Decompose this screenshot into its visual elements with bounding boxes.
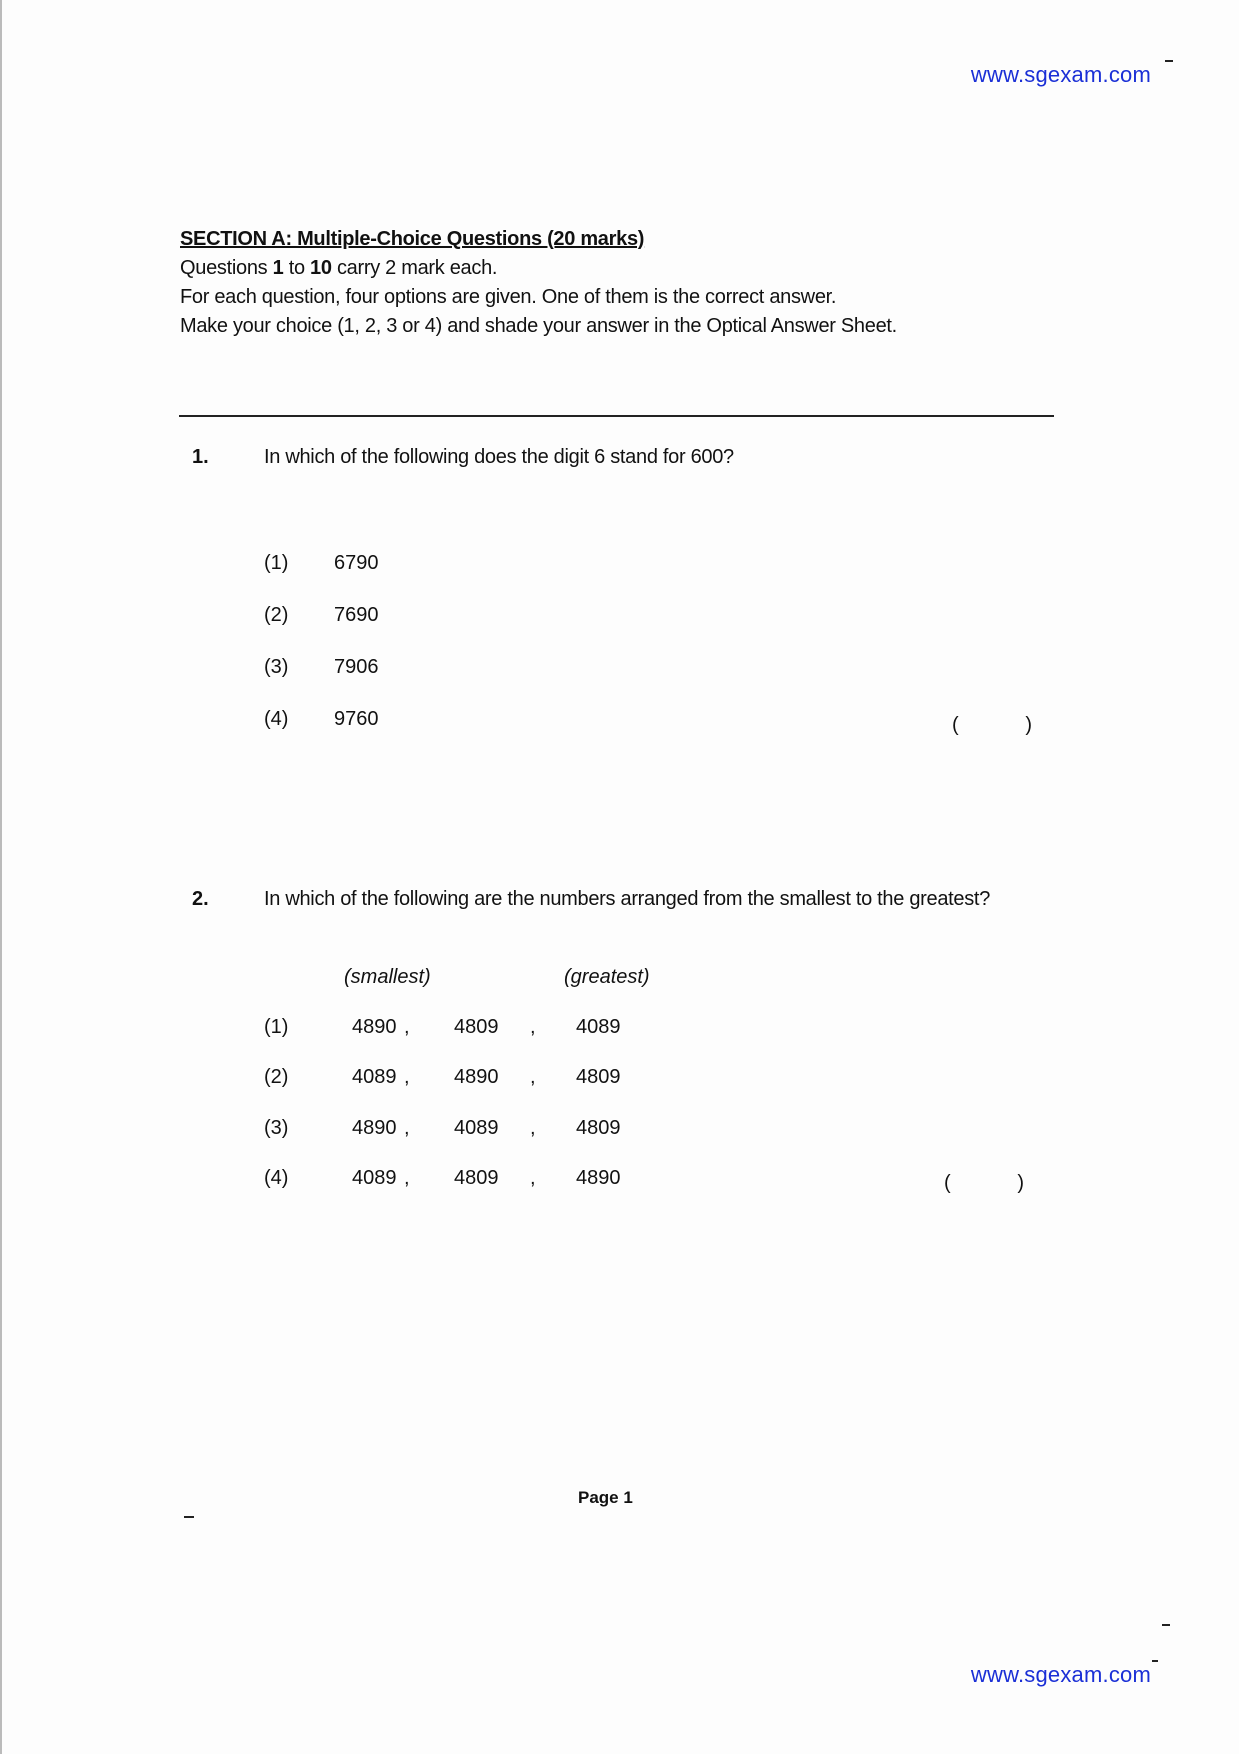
section-instructions (180, 225, 1080, 341)
q2-option-1-third: 4089 (576, 1016, 621, 1038)
instruction-line-3: Make your choice (1, 2, 3 or 4) and shade your answer in the Optical Answer Sheet. (180, 315, 897, 337)
q2-option-3-third: 4809 (576, 1117, 621, 1139)
q2-answer-box[interactable] (944, 1172, 1024, 1195)
q2-option-4-second: 4809 (454, 1167, 499, 1189)
comma: , (404, 1167, 410, 1189)
comma: , (530, 1167, 536, 1189)
bracket-open: ( (944, 1172, 951, 1194)
q1-option-3-label: (3) (264, 656, 289, 678)
scan-mark (184, 1516, 194, 1518)
scan-margin-line (0, 0, 2, 1754)
q1-option-4-label: (4) (264, 708, 289, 730)
question-2-text: In which of the following are the numbers arranged from the smallest to the greatest? (264, 888, 991, 910)
instruction-text: to (283, 257, 311, 279)
q1-option-2-value: 7690 (334, 604, 379, 626)
q2-option-1-label: (1) (264, 1016, 289, 1038)
q2-option-1-first: 4890 (352, 1016, 397, 1038)
scan-mark (1152, 1660, 1158, 1662)
q1-answer-box[interactable] (952, 714, 1032, 737)
instruction-bold-start: 1 (272, 257, 284, 279)
instruction-text: carry 2 mark each. (331, 257, 498, 279)
bracket-close: ) (1025, 714, 1032, 736)
instruction-text: Questions (180, 257, 273, 279)
q2-option-3-second: 4089 (454, 1117, 499, 1139)
column-greatest: (greatest) (564, 966, 650, 988)
site-url-top[interactable]: www.sgexam.com (970, 62, 1151, 87)
q2-option-2-third: 4809 (576, 1066, 621, 1088)
comma: , (404, 1016, 410, 1038)
scan-mark (1165, 60, 1173, 62)
question-2-number: 2. (192, 888, 209, 910)
column-smallest: (smallest) (344, 966, 431, 988)
comma: , (404, 1117, 410, 1139)
site-url-bottom[interactable]: www.sgexam.com (970, 1662, 1151, 1687)
q1-option-1-label: (1) (264, 552, 289, 574)
q2-option-2-first: 4089 (352, 1066, 397, 1088)
comma: , (530, 1117, 536, 1139)
q2-option-2-label: (2) (264, 1066, 289, 1088)
q2-option-2-second: 4890 (454, 1066, 499, 1088)
comma: , (404, 1066, 410, 1088)
q2-option-4-label: (4) (264, 1167, 289, 1189)
q2-option-4-third: 4890 (576, 1167, 621, 1189)
q2-option-3-first: 4890 (352, 1117, 397, 1139)
page-number: Page 1 (578, 1488, 633, 1507)
bracket-close: ) (1017, 1172, 1024, 1194)
scan-mark (1162, 1624, 1170, 1626)
section-title: SECTION A: Multiple-Choice Questions (20 marks) (180, 228, 645, 250)
q2-option-3-label: (3) (264, 1117, 289, 1139)
q1-option-2-label: (2) (264, 604, 289, 626)
q1-option-4-value: 9760 (334, 708, 379, 730)
comma: , (530, 1016, 536, 1038)
section-divider (179, 415, 1054, 417)
q2-option-1-second: 4809 (454, 1016, 499, 1038)
q2-option-4-first: 4089 (352, 1167, 397, 1189)
comma: , (530, 1066, 536, 1088)
question-1-number: 1. (192, 446, 209, 468)
instruction-line-1 (180, 254, 1080, 283)
q1-option-3-value: 7906 (334, 656, 379, 678)
q1-option-1-value: 6790 (334, 552, 379, 574)
question-1-text: In which of the following does the digit 6 stand for 600? (264, 446, 734, 468)
instruction-line-2: For each question, four options are given. One of them is the correct answer. (180, 286, 837, 308)
bracket-open: ( (952, 714, 959, 736)
instruction-bold-end: 10 (310, 257, 332, 279)
